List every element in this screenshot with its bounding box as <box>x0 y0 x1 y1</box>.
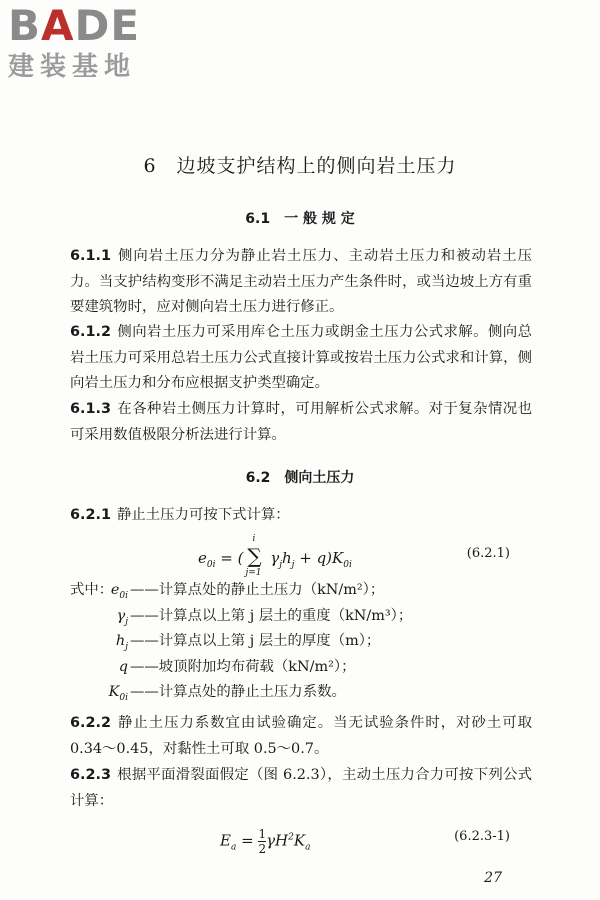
equation-number: (6.2.3-1) <box>454 829 510 844</box>
definition-row <box>70 604 540 630</box>
logo-word-text: BADE <box>8 1 141 50</box>
definition-row <box>70 629 540 655</box>
equation-number: (6.2.1) <box>466 546 510 561</box>
clause-number: 6.2.2 <box>70 715 111 731</box>
clause-text: 侧向岩土压力分为静止岩土压力、主动岩土压力和被动岩土压力。当支护结构变形不满足主动岩土压力产生条件时，或当边坡上方有重要建筑物时，应对侧向岩土压力进行修正。 <box>70 248 532 315</box>
clause-text: 静止土压力可按下式计算： <box>116 507 290 523</box>
clause-6-2-2 <box>70 711 532 762</box>
equation-6-2-3-1 <box>70 815 532 863</box>
symbol: $e_{0i}$ <box>110 582 128 601</box>
clause-6-1-2 <box>70 320 532 397</box>
clause-6-1-3 <box>70 397 532 448</box>
logo-subtitle: 建装基地 <box>8 52 137 82</box>
clause-number: 6.1.3 <box>70 401 111 417</box>
definition-text: ——坡顶附加均布荷载（kN/m²）； <box>130 658 356 675</box>
definition-text: ——计算点以上第 j 层土的厚度（m）； <box>130 633 381 649</box>
clause-number: 6.2.1 <box>70 507 111 523</box>
clause-text: 根据平面滑裂面假定（图 6.2.3），主动土压力合力可按下列公式计算： <box>70 767 532 809</box>
definition-row <box>70 680 540 706</box>
definition-text: ——计算点以上第 j 层土的重度（kN/m³）； <box>130 607 413 624</box>
logo <box>8 1 178 94</box>
clause-6-2-1 <box>70 503 532 529</box>
logo-accent-letter: A <box>41 1 75 50</box>
clause-number: 6.2.3 <box>70 767 111 783</box>
definition-text: ——计算点处的静止土压力系数。 <box>130 684 346 700</box>
equation-body: $e_{0i}$ = ( ∑ i j=1 $\gamma_jh_j + q)K_{0i}$ <box>198 534 352 578</box>
definition-row <box>70 578 540 604</box>
clause-text: 侧向岩土压力可采用库仑土压力或朗金土压力公式求解。侧向总岩土压力可采用总岩土压力公式直接计算或按岩土压力公式求和计算，侧向岩土压力和分布应根据支护类型确定。 <box>70 324 532 391</box>
equation-6-2-1 <box>70 532 532 578</box>
section-title-6-2: 6.2 侧向土压力 <box>245 470 355 486</box>
symbol: $h_j$ <box>115 633 128 652</box>
symbol: $K_{0i}$ <box>108 684 128 703</box>
clause-6-1-1 <box>70 244 532 321</box>
definition-text: ——计算点处的静止土压力（kN/m²）； <box>130 582 385 598</box>
equation-body: $E_a$ = $\frac{1}{2}$ $\gamma H^2K_a$ <box>220 827 311 856</box>
symbol: q <box>118 658 128 675</box>
chapter-title: 6 边坡支护结构上的侧向岩土压力 <box>143 155 457 177</box>
clause-number: 6.1.1 <box>70 248 111 264</box>
section-title-6-1: 6.1 一 般 规 定 <box>245 211 355 227</box>
clause-text: 静止土压力系数宜由试验确定。当无试验条件时，对砂土可取 0.34～0.45，对黏性土可取 0.5～0.7。 <box>70 715 532 757</box>
clause-6-2-3 <box>70 763 532 814</box>
symbol: $\gamma_j$ <box>116 607 128 627</box>
symbol-definitions <box>70 578 540 706</box>
clause-text: 在各种岩土侧压力计算时，可用解析公式求解。对于复杂情况也可采用数值极限分析法进行计算。 <box>70 401 532 443</box>
definitions-lead: 式中： <box>70 582 114 598</box>
logo-word <box>8 1 178 50</box>
page-number: 27 <box>484 870 502 886</box>
clause-number: 6.1.2 <box>70 324 111 340</box>
definition-row <box>70 655 540 681</box>
